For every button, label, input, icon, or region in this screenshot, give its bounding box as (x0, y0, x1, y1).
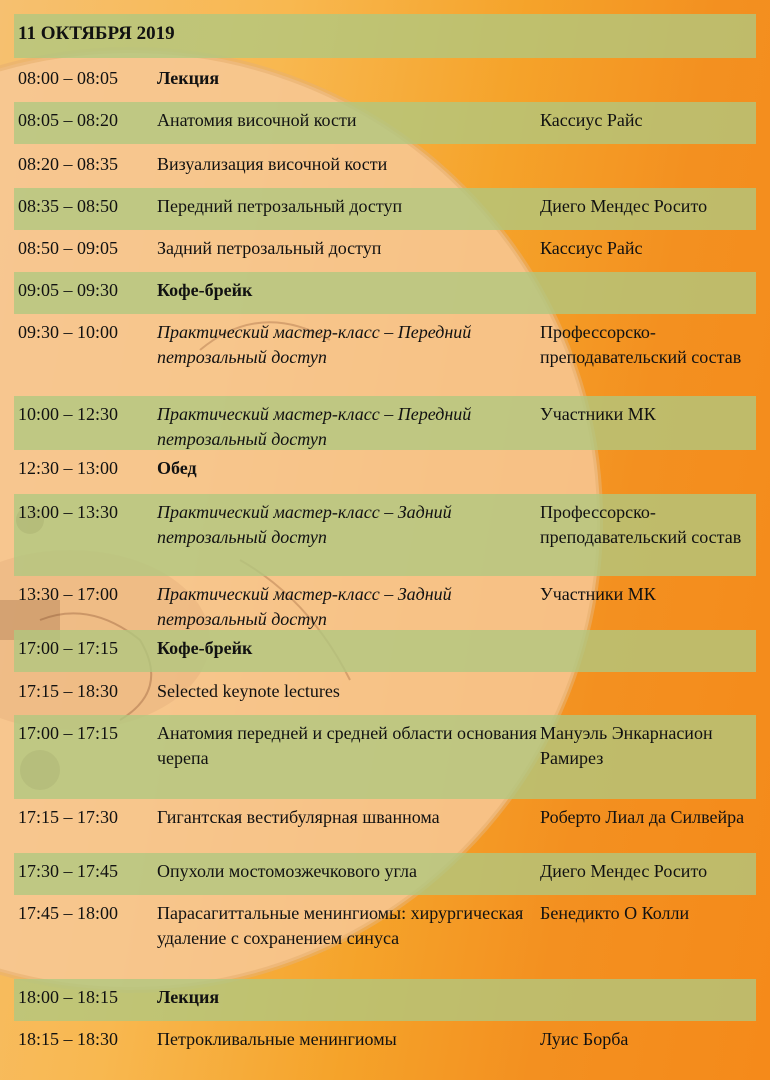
schedule-row (14, 146, 756, 188)
row-topic: Кофе-брейк (157, 638, 253, 658)
row-topic: Обед (157, 458, 197, 478)
schedule-row (14, 853, 756, 895)
row-speaker: Диего Мендес Росито (540, 196, 708, 216)
row-topic: Задний петрозальный доступ (157, 238, 382, 258)
schedule-row (14, 396, 756, 450)
row-time: 13:30 – 17:00 (18, 584, 119, 604)
row-speaker: Бенедикто О Колли (540, 903, 690, 923)
row-topic: Парасагиттальные менингиомы: хирургическая удаление с сохранением синуса (157, 903, 524, 948)
row-speaker: Кассиус Райс (540, 238, 643, 258)
row-topic: Практический мастер-класс – Передний петрозальный доступ (157, 322, 472, 367)
schedule-row (14, 715, 756, 799)
row-topic: Практический мастер-класс – Передний петрозальный доступ (157, 404, 472, 449)
schedule-row (14, 272, 756, 314)
row-time: 10:00 – 12:30 (18, 404, 119, 424)
row-speaker: Профессорско-преподавательский состав (540, 502, 742, 547)
row-speaker: Роберто Лиал да Силвейра (540, 807, 745, 827)
row-topic: Практический мастер-класс – Задний петрозальный доступ (157, 584, 452, 629)
row-topic: Лекция (157, 68, 220, 88)
row-time: 09:30 – 10:00 (18, 322, 119, 342)
row-time: 12:30 – 13:00 (18, 458, 119, 478)
row-topic: Лекция (157, 987, 220, 1007)
row-topic: Петрокливальные менингиомы (157, 1029, 397, 1049)
row-time: 08:05 – 08:20 (18, 110, 119, 130)
row-time: 17:00 – 17:15 (18, 638, 119, 658)
row-topic: Передний петрозальный доступ (157, 196, 403, 216)
row-time: 09:05 – 09:30 (18, 280, 119, 300)
schedule-row (14, 494, 756, 576)
row-topic: Опухоли мостомозжечкового угла (157, 861, 417, 881)
row-time: 17:45 – 18:00 (18, 903, 119, 923)
schedule-row (14, 60, 756, 102)
row-time: 17:00 – 17:15 (18, 723, 119, 743)
row-speaker: Кассиус Райс (540, 110, 643, 130)
row-time: 17:15 – 18:30 (18, 681, 119, 701)
schedule-date: 11 ОКТЯБРЯ 2019 (18, 23, 175, 44)
schedule-row (14, 630, 756, 672)
row-topic: Анатомия передней и средней области основания черепа (157, 723, 537, 768)
schedule-row (14, 188, 756, 230)
schedule-row (14, 450, 756, 494)
row-topic: Практический мастер-класс – Задний петрозальный доступ (157, 502, 452, 547)
row-speaker: Диего Мендес Росито (540, 861, 708, 881)
row-time: 08:20 – 08:35 (18, 154, 119, 174)
schedule-row (14, 102, 756, 144)
row-time: 08:00 – 08:05 (18, 68, 119, 88)
row-time: 13:00 – 13:30 (18, 502, 119, 522)
row-time: 17:15 – 17:30 (18, 807, 119, 827)
row-topic: Визуализация височной кости (157, 154, 388, 174)
row-speaker: Мануэль Энкарнасион Рамирез (540, 723, 713, 768)
row-topic: Гигантская вестибулярная шваннома (157, 807, 440, 827)
row-time: 18:00 – 18:15 (18, 987, 119, 1007)
row-time: 08:50 – 09:05 (18, 238, 119, 258)
schedule-row (14, 799, 756, 853)
schedule-row (14, 230, 756, 272)
row-speaker: Участники МК (540, 404, 656, 424)
row-time: 17:30 – 17:45 (18, 861, 119, 881)
row-speaker: Луис Борба (540, 1029, 629, 1049)
row-topic: Кофе-брейк (157, 280, 253, 300)
schedule-row (14, 979, 756, 1021)
schedule-row (14, 1021, 756, 1063)
row-time: 18:15 – 18:30 (18, 1029, 119, 1049)
row-topic: Selected keynote lectures (157, 681, 340, 701)
row-speaker: Участники МК (540, 584, 656, 604)
schedule-row (14, 895, 756, 979)
row-time: 08:35 – 08:50 (18, 196, 119, 216)
schedule-row (14, 576, 756, 630)
schedule-row (14, 314, 756, 396)
schedule-row (14, 673, 756, 715)
row-topic: Анатомия височной кости (157, 110, 357, 130)
row-speaker: Профессорско-преподавательский состав (540, 322, 742, 367)
